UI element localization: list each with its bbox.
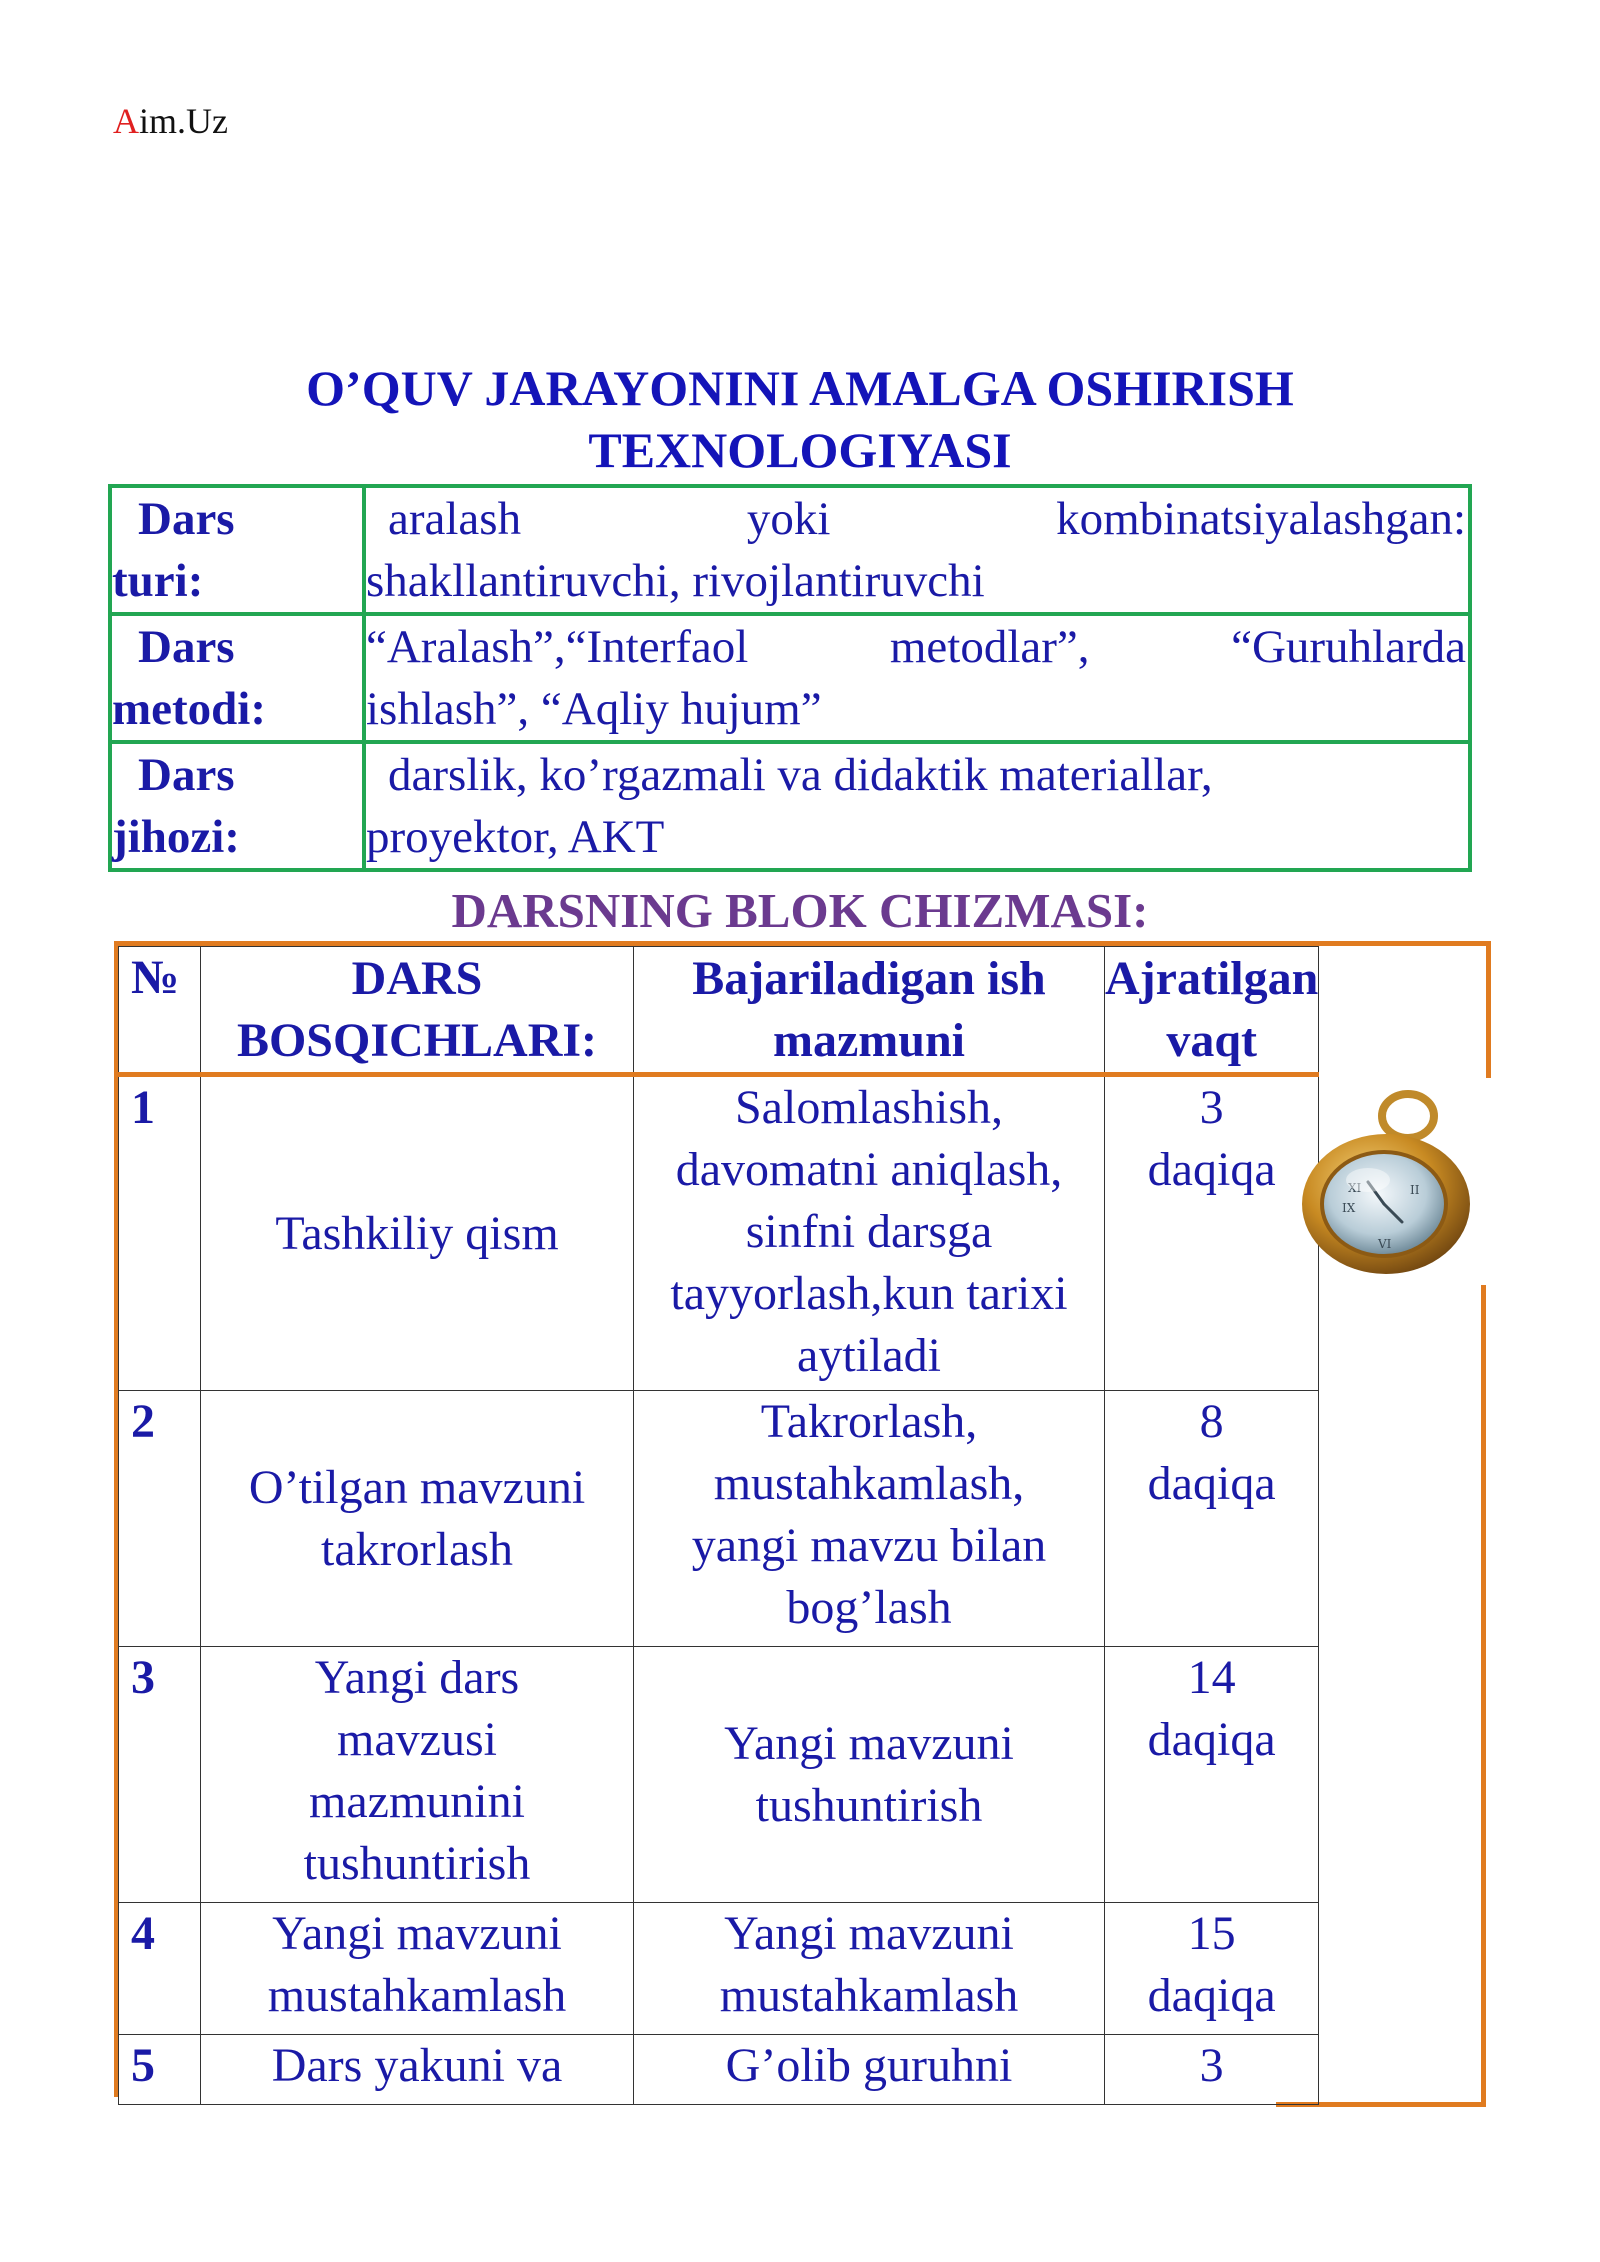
info-word: metodlar”, <box>889 621 1090 673</box>
info-row <box>110 742 1470 870</box>
info-row <box>110 614 1470 742</box>
title-line-2: TEXNOLOGIYASI <box>588 422 1012 478</box>
row-time: 3 <box>1105 2035 1319 2105</box>
table-row <box>119 1075 1319 1391</box>
cell-line: tushuntirish <box>755 1778 983 1832</box>
info-value-line <box>366 616 1466 678</box>
row-number: 5 <box>119 2035 201 2105</box>
cell-line: mavzusi <box>337 1713 497 1766</box>
row-content: G’olib guruhni <box>634 2035 1105 2105</box>
section-title: DARSNING BLOK CHIZMASI: <box>451 883 1149 938</box>
row-content <box>634 1903 1105 2035</box>
header-line: Bajariladigan ish <box>692 951 1046 1005</box>
info-word: “Guruhlarda <box>1231 621 1466 673</box>
row-number: 2 <box>119 1391 201 1647</box>
info-value-line: shakllantiruvchi, rivojlantiruvchi <box>366 555 985 607</box>
info-value-line: ishlash”, “Aqliy hujum” <box>366 683 822 735</box>
cell-line: bog’lash <box>786 1581 952 1634</box>
cell-line: mustahkamlash <box>267 1969 567 2022</box>
cell-line: aytiladi <box>797 1329 941 1382</box>
cell-line: Yangi mavzuni <box>724 1716 1014 1770</box>
cell-line: Salomlashish, <box>734 1081 1003 1134</box>
row-content <box>634 1391 1105 1647</box>
plan-header-row <box>119 947 1319 1075</box>
row-time <box>1105 1903 1319 2035</box>
cell-line: tushuntirish <box>303 1837 531 1890</box>
cell-line: sinfni darsga <box>745 1205 993 1258</box>
title-line-1: O’QUV JARAYONINI AMALGA OSHIRISH <box>306 360 1294 416</box>
header-line: mazmuni <box>773 1013 965 1067</box>
row-content <box>634 1647 1105 1903</box>
row-time <box>1105 1391 1319 1647</box>
table-row <box>119 1647 1319 1903</box>
row-stage <box>201 1391 634 1647</box>
info-key <box>110 486 364 614</box>
header-line: Ajratilgan <box>1105 951 1319 1005</box>
info-word: aralash <box>388 493 522 545</box>
cell-line: daqiqa <box>1147 1143 1276 1196</box>
cell-line: tayyorlash,kun tarixi <box>670 1267 1068 1320</box>
info-key-line: metodi: <box>112 683 267 735</box>
header-time <box>1105 947 1319 1075</box>
info-key-line: turi: <box>112 555 204 607</box>
info-word: yoki <box>746 493 831 545</box>
info-key-line: Dars <box>138 749 235 801</box>
info-key-line: Dars <box>138 621 235 673</box>
site-logo <box>113 100 228 142</box>
row-number: 1 <box>119 1075 201 1391</box>
header-line: BOSQICHLARI: <box>236 1013 598 1067</box>
cell-line: Yangi dars <box>314 1651 520 1704</box>
pocket-watch-icon <box>1298 1082 1478 1282</box>
info-key-line: jihozi: <box>112 811 240 863</box>
info-value <box>364 614 1470 742</box>
svg-text:IX: IX <box>1342 1201 1356 1215</box>
cell-line: Yangi mavzuni <box>724 1907 1014 1960</box>
cell-line: daqiqa <box>1147 1969 1276 2022</box>
info-key <box>110 614 364 742</box>
row-stage: Tashkiliy qism <box>201 1075 634 1391</box>
cell-line: mustahkamlash <box>719 1969 1019 2022</box>
cell-line: 3 <box>1199 1081 1224 1134</box>
cell-line: davomatni aniqlash, <box>675 1143 1063 1196</box>
cell-line: mustahkamlash, <box>713 1457 1025 1510</box>
row-stage <box>201 1903 634 2035</box>
header-number: № <box>119 947 201 1075</box>
svg-text:XI: XI <box>1348 1181 1362 1195</box>
row-content <box>634 1075 1105 1391</box>
lesson-plan-table <box>118 946 1319 2105</box>
cell-line: 14 <box>1187 1651 1236 1704</box>
info-word: kombinatsiyalashgan: <box>1056 493 1466 545</box>
svg-text:II: II <box>1410 1183 1420 1197</box>
info-key <box>110 742 364 870</box>
table-row <box>119 1391 1319 1647</box>
cell-line: 15 <box>1187 1907 1236 1960</box>
info-value-line <box>366 488 1466 550</box>
table-row <box>119 1903 1319 2035</box>
table-row <box>119 2035 1319 2105</box>
info-value-line: darslik, ko’rgazmali va didaktik materiallar, <box>388 749 1213 801</box>
info-word: “Aralash”,“Interfaol <box>366 621 749 673</box>
header-stage <box>201 947 634 1075</box>
logo-letter: A <box>113 101 139 141</box>
header-line: DARS <box>351 951 483 1005</box>
row-stage: Dars yakuni va <box>201 2035 634 2105</box>
row-number: 4 <box>119 1903 201 2035</box>
page-title <box>160 357 1440 481</box>
logo-text: im.Uz <box>139 101 228 141</box>
svg-text:VI: VI <box>1378 1237 1392 1251</box>
cell-line: yangi mavzu bilan <box>691 1519 1047 1572</box>
cell-line: daqiqa <box>1147 1713 1276 1766</box>
cell-line: takrorlash <box>321 1522 513 1576</box>
cell-line: Yangi mavzuni <box>272 1907 562 1960</box>
info-value <box>364 486 1470 614</box>
row-number: 3 <box>119 1647 201 1903</box>
row-time <box>1105 1075 1319 1391</box>
cell-line: O’tilgan mavzuni <box>248 1460 586 1514</box>
lesson-info-table <box>108 484 1472 872</box>
cell-line: daqiqa <box>1147 1457 1276 1510</box>
info-key-line: Dars <box>138 493 235 545</box>
cell-line: mazmunini <box>309 1775 525 1828</box>
header-content <box>634 947 1105 1075</box>
info-row <box>110 486 1470 614</box>
cell-line: Takrorlash, <box>760 1395 978 1448</box>
info-value-line: proyektor, AKT <box>366 811 665 863</box>
row-time <box>1105 1647 1319 1903</box>
row-stage <box>201 1647 634 1903</box>
header-line: vaqt <box>1166 1013 1257 1067</box>
info-value <box>364 742 1470 870</box>
cell-line: 8 <box>1199 1395 1224 1448</box>
